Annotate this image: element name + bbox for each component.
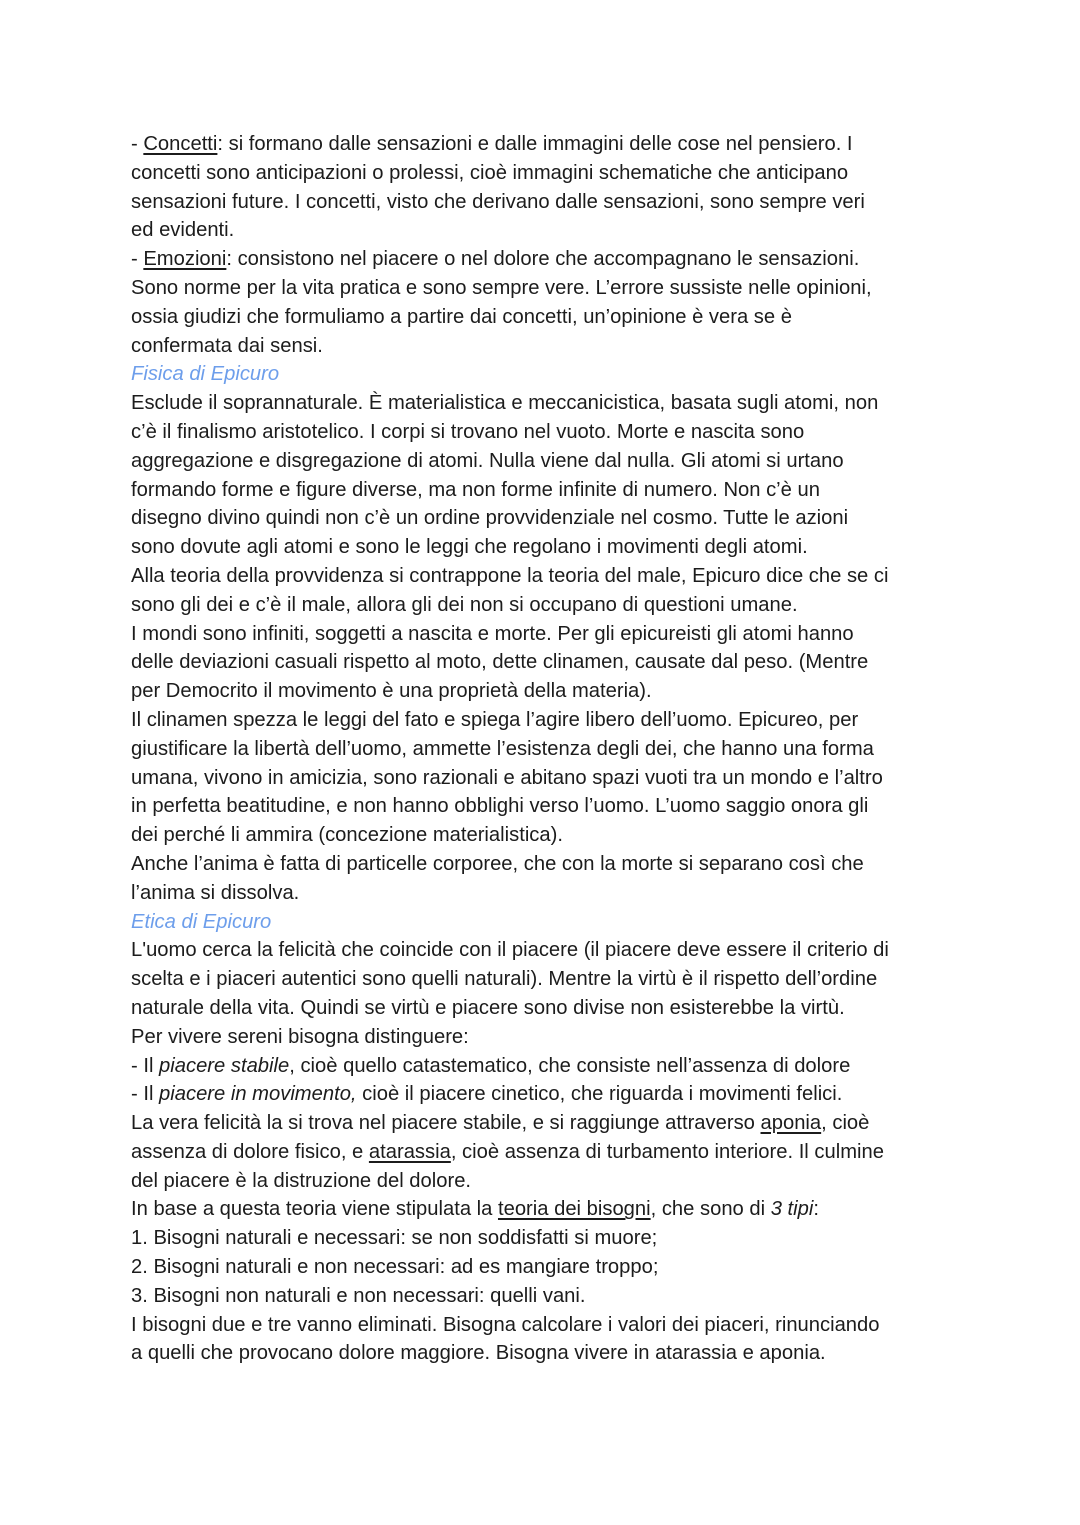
text-segment: concetti sono anticipazioni o prolessi, cioè immagini schematiche che anticipano [131, 161, 849, 184]
section-heading [131, 360, 961, 389]
text-line [131, 504, 961, 533]
text-line [131, 1339, 961, 1368]
text-segment: 2. Bisogni naturali e non necessari: ad es mangiare troppo; [131, 1256, 659, 1279]
text-segment: In base a questa teoria viene stipulata la [131, 1198, 498, 1221]
text-segment: cioè il piacere cinetico, che riguarda i movimenti felici. [356, 1083, 843, 1106]
text-line [131, 245, 961, 274]
text-line [131, 418, 961, 447]
text-segment: Per vivere sereni bisogna distinguere: [131, 1025, 469, 1048]
underlined-term: teoria dei bisogni [497, 1198, 651, 1221]
text-segment: Anche l’anima è fatta di particelle corporee, che con la morte si separano così che [131, 852, 864, 875]
text-segment: assenza di dolore fisico, e [131, 1140, 369, 1163]
text-line [131, 792, 961, 821]
text-line [131, 1224, 961, 1253]
text-line [131, 1195, 961, 1224]
text-line [131, 216, 961, 245]
text-segment: umana, vivono in amicizia, sono razionali e abitano spazi vuoti tra un mondo e l’altro [131, 766, 883, 789]
text-line [131, 879, 961, 908]
text-segment: disegno divino quindi non c’è un ordine provvidenziale nel cosmo. Tutte le azioni [131, 507, 849, 530]
text-line [131, 1023, 961, 1052]
text-segment: confermata dai sensi. [131, 334, 323, 357]
text-segment: : consistono nel piacere o nel dolore che accompagnano le sensazioni. [226, 248, 860, 271]
text-segment: I bisogni due e tre vanno eliminati. Bisogna calcolare i valori dei piaceri, rinunciando [131, 1313, 880, 1336]
text-segment: ossia giudizi che formuliamo a partire dai concetti, un’opinione è vera se è [131, 305, 792, 328]
text-line [131, 533, 961, 562]
text-segment: giustificare la libertà dell’uomo, ammette l’esistenza degli dei, che hanno una forma [131, 737, 874, 760]
text-segment: naturale della vita. Quindi se virtù e piacere sono divise non esisterebbe la virtù. [131, 996, 845, 1019]
italic-term: piacere in movimento, [159, 1083, 357, 1106]
text-line [131, 1282, 961, 1311]
text-segment: ed evidenti. [131, 219, 235, 242]
text-line [131, 562, 961, 591]
text-segment: del piacere è la distruzione del dolore. [131, 1169, 472, 1192]
text-segment: per Democrito il movimento è una proprietà della materia). [131, 680, 652, 703]
text-line [131, 648, 961, 677]
text-segment: , cioè assenza di turbamento interiore. Il culmine [450, 1140, 884, 1163]
text-segment: Etica di Epicuro [131, 910, 272, 933]
italic-term: 3 tipi [770, 1198, 814, 1221]
text-line [131, 735, 961, 764]
text-segment: l’anima si dissolva. [131, 881, 300, 904]
text-line [131, 188, 961, 217]
text-segment: scelta e i piaceri autentici sono quelli naturali). Mentre la virtù è il rispetto dell’ordine [131, 968, 878, 991]
text-line [131, 850, 961, 879]
text-segment: Il clinamen spezza le leggi del fato e spiega l’agire libero dell’uomo. Epicureo, per [131, 708, 859, 731]
text-segment: in perfetta beatitudine, e non hanno obblighi verso l’uomo. L’uomo saggio onora gli [131, 795, 869, 818]
underlined-term: aponia [760, 1112, 822, 1135]
text-segment: La vera felicità la si trova nel piacere stabile, e si raggiunge attraverso [131, 1112, 761, 1135]
text-segment: Sono norme per la vita pratica e sono sempre vere. L’errore sussiste nelle opinioni, [131, 276, 872, 299]
text-segment: 3. Bisogni non naturali e non necessari: quelli vani. [131, 1284, 586, 1307]
text-line [131, 159, 961, 188]
text-line [131, 476, 961, 505]
text-segment: 1. Bisogni naturali e necessari: se non soddisfatti si muore; [131, 1227, 658, 1250]
text-line [131, 821, 961, 850]
text-segment: I mondi sono infiniti, soggetti a nascita e morte. Per gli epicureisti gli atomi hanno [131, 622, 854, 645]
text-segment: formando forme e figure diverse, ma non forme infinite di numero. Non c’è un [131, 478, 820, 501]
text-segment: , cioè [821, 1112, 870, 1135]
text-segment: a quelli che provocano dolore maggiore. Bisogna vivere in atarassia e aponia. [131, 1342, 826, 1365]
text-line [131, 274, 961, 303]
text-line [131, 389, 961, 418]
text-line [131, 1052, 961, 1081]
text-segment: c’è il finalismo aristotelico. I corpi si trovano nel vuoto. Morte e nascita sono [131, 420, 805, 443]
text-segment: , cioè quello catastematico, che consiste nell’assenza di dolore [289, 1054, 851, 1077]
text-segment: Alla teoria della provvidenza si contrappone la teoria del male, Epicuro dice che se ci [131, 564, 889, 587]
text-line [131, 1167, 961, 1196]
underlined-term: Emozioni [143, 248, 227, 271]
text-line [131, 706, 961, 735]
text-segment: - [131, 248, 144, 271]
text-line [131, 1253, 961, 1282]
text-line [131, 1311, 961, 1340]
text-segment: - [131, 133, 144, 155]
underlined-term: Concetti [143, 133, 218, 155]
text-segment: sono gli dei e c’è il male, allora gli dei non si occupano di questioni umane. [131, 593, 798, 616]
text-segment: Fisica di Epicuro [131, 363, 280, 386]
document-page [131, 130, 961, 1368]
text-line [131, 1138, 961, 1167]
text-line [131, 994, 961, 1023]
text-segment: sensazioni future. I concetti, visto che derivano dalle sensazioni, sono sempre veri [131, 190, 865, 213]
text-segment: sono dovute agli atomi e sono le leggi che regolano i movimenti degli atomi. [131, 536, 808, 559]
text-line [131, 1109, 961, 1138]
text-line [131, 965, 961, 994]
section-heading [131, 908, 961, 937]
text-line [131, 764, 961, 793]
text-line [131, 447, 961, 476]
text-segment: aggregazione e disgregazione di atomi. Nulla viene dal nulla. Gli atomi si urtano [131, 449, 844, 472]
text-segment: dei perché li ammira (concezione materialistica). [131, 824, 563, 847]
italic-term: piacere stabile [159, 1054, 290, 1077]
text-line [131, 936, 961, 965]
text-segment: : [813, 1198, 819, 1221]
text-line [131, 677, 961, 706]
text-line [131, 1080, 961, 1109]
text-segment: - Il [131, 1083, 160, 1106]
text-segment: : si formano dalle sensazioni e dalle immagini delle cose nel pensiero. I [217, 133, 853, 155]
text-line [131, 130, 961, 159]
text-line [131, 591, 961, 620]
text-line [131, 620, 961, 649]
text-segment: , che sono di [650, 1198, 771, 1221]
text-segment: - Il [131, 1054, 160, 1077]
text-segment: Esclude il soprannaturale. È materialistica e meccanicistica, basata sugli atomi, non [131, 392, 879, 415]
text-line [131, 332, 961, 361]
text-line [131, 303, 961, 332]
underlined-term: atarassia [368, 1140, 451, 1163]
text-segment: delle deviazioni casuali rispetto al moto, dette clinamen, causate dal peso. (Mentre [131, 651, 869, 674]
text-segment: L'uomo cerca la felicità che coincide con il piacere (il piacere deve essere il criterio di [131, 939, 889, 962]
